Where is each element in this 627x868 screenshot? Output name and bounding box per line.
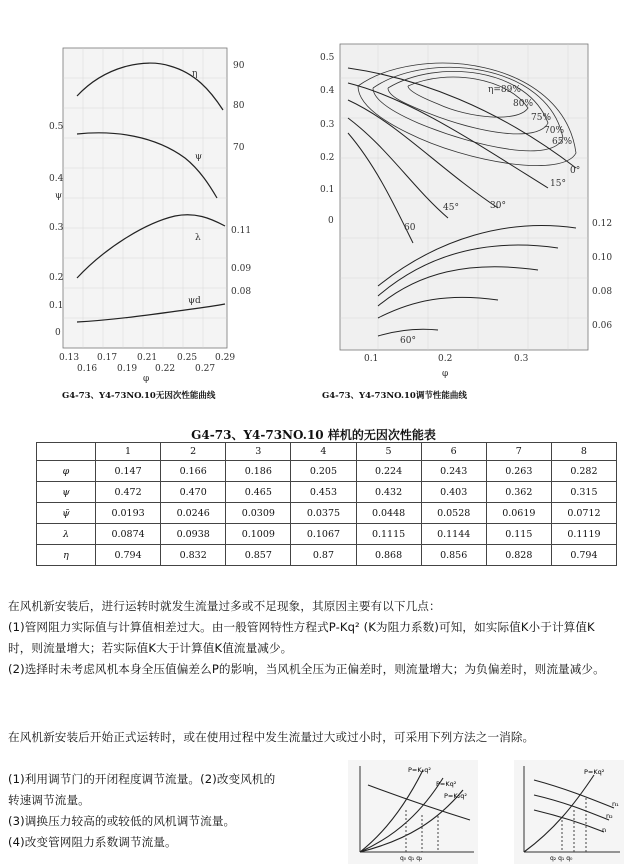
- row-label: ψ̄: [37, 503, 96, 524]
- table-row: [37, 461, 617, 482]
- mini-label: P=Kq²: [436, 780, 457, 788]
- table-cell: 0.0309: [226, 503, 291, 524]
- y-left-tick: 0: [55, 328, 61, 338]
- table-row: [37, 524, 617, 545]
- table-cell: 0.0619: [486, 503, 551, 524]
- x-tick: 0.2: [438, 354, 453, 364]
- y-right-tick: 80: [233, 101, 245, 111]
- x-symbol: φ: [442, 369, 449, 379]
- angle-label: 30°: [490, 201, 506, 211]
- x-tick: 0.21: [137, 353, 158, 363]
- table-row: [37, 545, 617, 566]
- table-cell: 0.470: [161, 482, 226, 503]
- table-corner: [37, 443, 96, 461]
- table-cell: 0.315: [551, 482, 616, 503]
- table-cell: 0.224: [356, 461, 421, 482]
- table-cell: 0.794: [96, 545, 161, 566]
- table-cell: 0.857: [226, 545, 291, 566]
- table-cell: 0.243: [421, 461, 486, 482]
- eta-label: 75%: [531, 113, 552, 123]
- angle-label: 45°: [443, 203, 459, 213]
- table-cell: 0.0712: [551, 503, 616, 524]
- y-left-symbol: ψ: [55, 191, 63, 201]
- performance-table: [36, 442, 617, 566]
- y-right-tick: 0.09: [231, 264, 252, 274]
- angle-label: 15°: [550, 179, 566, 189]
- row-label: φ: [37, 461, 96, 482]
- table-cell: 0.832: [161, 545, 226, 566]
- table-cell: 0.1067: [291, 524, 356, 545]
- y-right-tick: 0.11: [231, 226, 252, 236]
- table-cell: 0.465: [226, 482, 291, 503]
- method-line: 转速调节流量。: [8, 793, 90, 807]
- x-tick: 0.3: [514, 354, 529, 364]
- paragraph: (2)选择时未考虑风机本身全压值偏差么P的影响，当风机全压为正偏差时，则流量增大；为负偏差时，则流量减少。: [8, 662, 605, 676]
- table-cell: 0.1144: [421, 524, 486, 545]
- right-chart-caption: G4-73、Y4-73NO.10调节性能曲线: [322, 391, 467, 401]
- table-cell: 0.87: [291, 545, 356, 566]
- table-cell: 0.282: [551, 461, 616, 482]
- table-cell: 0.166: [161, 461, 226, 482]
- column-header: 6: [421, 443, 486, 461]
- table-header-row: [37, 443, 617, 461]
- text-block-methods: [8, 769, 338, 853]
- paragraph: 在风机新安装后，进行运转时就发生流量过多或不足现象，其原因主要有以下几点：: [8, 599, 441, 613]
- x-tick: 0.25: [177, 353, 198, 363]
- mini-label: n₂: [606, 812, 613, 820]
- column-header: 7: [486, 443, 551, 461]
- x-tick: 0.16: [77, 364, 98, 374]
- y-right-tick: 0.08: [592, 287, 613, 297]
- row-label: λ: [37, 524, 96, 545]
- mini-label: n₁: [612, 800, 619, 808]
- x-tick: 0.13: [59, 353, 80, 363]
- mini-label: P=K₁q²: [408, 766, 431, 774]
- mini-label: P=Kq²: [584, 768, 605, 776]
- label-lambda: λ: [195, 233, 201, 243]
- y-left-tick: 0.2: [49, 273, 64, 283]
- table-cell: 0.0246: [161, 503, 226, 524]
- row-label: ψ: [37, 482, 96, 503]
- method-line: (3)调换压力较高的或较低的风机调节流量。: [8, 814, 236, 828]
- angle-label: 60°: [400, 336, 416, 346]
- x-tick: 0.1: [364, 354, 379, 364]
- column-header: 3: [226, 443, 291, 461]
- x-tick: 0.19: [117, 364, 138, 374]
- column-header: 5: [356, 443, 421, 461]
- table-cell: 0.0193: [96, 503, 161, 524]
- x-tick: 0.17: [97, 353, 118, 363]
- table-cell: 0.828: [486, 545, 551, 566]
- table-cell: 0.186: [226, 461, 291, 482]
- table-cell: 0.263: [486, 461, 551, 482]
- eta-label: η=89%: [488, 85, 521, 95]
- table-cell: 0.432: [356, 482, 421, 503]
- table-cell: 0.205: [291, 461, 356, 482]
- table-cell: 0.0448: [356, 503, 421, 524]
- y-left-tick: 0.5: [320, 53, 335, 63]
- paragraph: 在风机新安装后开始正式运转时，或在使用过程中发生流量过大或过小时，可采用下列方法之一消除。: [8, 730, 535, 744]
- table-cell: 0.856: [421, 545, 486, 566]
- mini-label: n: [602, 826, 607, 834]
- left-chart-caption: G4-73、Y4-73NO.10无因次性能曲线: [62, 391, 216, 401]
- y-left-tick: 0.1: [320, 185, 335, 195]
- label-psid: ψd: [188, 296, 201, 306]
- table-cell: 0.0874: [96, 524, 161, 545]
- mini-x-label: q₀ q₁ q₂: [400, 855, 423, 862]
- table-row: [37, 503, 617, 524]
- y-left-tick: 0.1: [49, 301, 64, 311]
- mini-x-label: q₂ q₁ q₀: [550, 855, 573, 862]
- table-cell: 0.1009: [226, 524, 291, 545]
- table-cell: 0.0375: [291, 503, 356, 524]
- table-cell: 0.362: [486, 482, 551, 503]
- x-tick: 0.22: [155, 364, 176, 374]
- column-header: 2: [161, 443, 226, 461]
- table-row: [37, 482, 617, 503]
- y-right-tick: 0.10: [592, 253, 613, 263]
- eta-label: 80%: [513, 99, 534, 109]
- text-block-remedies: [8, 727, 618, 748]
- y-left-tick: 0.5: [49, 122, 64, 132]
- y-left-tick: 0.2: [320, 153, 335, 163]
- y-left-tick: 0.3: [320, 120, 335, 130]
- text-block-causes: [8, 596, 618, 680]
- y-right-tick: 0.12: [592, 219, 613, 229]
- table-cell: 0.868: [356, 545, 421, 566]
- regulation-performance-chart: [318, 38, 618, 383]
- table-cell: 0.0938: [161, 524, 226, 545]
- y-left-tick: 0.4: [49, 174, 64, 184]
- y-right-tick: 90: [233, 61, 245, 71]
- y-left-tick: 0: [328, 216, 334, 226]
- eta-label: 70%: [544, 126, 565, 136]
- y-right-tick: 0.06: [592, 321, 613, 331]
- dimensionless-performance-chart: [49, 38, 270, 384]
- table-title: G4-73、Y4-73NO.10 样机的无因次性能表: [191, 428, 436, 442]
- y-left-tick: 0.3: [49, 223, 64, 233]
- y-right-tick: 0.08: [231, 287, 252, 297]
- mini-label: P=K₂q²: [444, 792, 467, 800]
- table-cell: 0.453: [291, 482, 356, 503]
- method-line: (4)改变管网阻力系数调节流量。: [8, 835, 177, 849]
- table-cell: 0.403: [421, 482, 486, 503]
- table-cell: 0.472: [96, 482, 161, 503]
- row-label: η: [37, 545, 96, 566]
- y-left-tick: 0.4: [320, 86, 335, 96]
- table-cell: 0.794: [551, 545, 616, 566]
- table-cell: 0.0528: [421, 503, 486, 524]
- mini-chart-resistance: [348, 760, 478, 868]
- label-eta: η: [192, 69, 198, 79]
- label-psi: ψ: [195, 152, 203, 162]
- eta-label: 65%: [552, 137, 573, 147]
- x-tick: 0.27: [195, 364, 216, 374]
- paragraph: (1)管网阻力实际值与计算值相差过大。由一般管网特性方程式P-Kq² (K为阻力系数)可知，如实际值K小于计算值K时，则流量增大；若实际值K大于计算值K值流量减少。: [8, 620, 595, 655]
- x-tick: 0.29: [215, 353, 236, 363]
- x-symbol: φ: [143, 374, 150, 384]
- table-cell: 0.115: [486, 524, 551, 545]
- angle-label: 0°: [570, 166, 581, 176]
- column-header: 4: [291, 443, 356, 461]
- column-header: 1: [96, 443, 161, 461]
- table-cell: 0.1115: [356, 524, 421, 545]
- y-right-tick: 70: [233, 143, 245, 153]
- eta-label: 60: [404, 223, 416, 233]
- mini-chart-speed: [514, 760, 624, 868]
- table-cell: 0.1119: [551, 524, 616, 545]
- table-cell: 0.147: [96, 461, 161, 482]
- method-line: (1)利用调节门的开闭程度调节流量。(2)改变风机的: [8, 772, 276, 786]
- column-header: 8: [551, 443, 616, 461]
